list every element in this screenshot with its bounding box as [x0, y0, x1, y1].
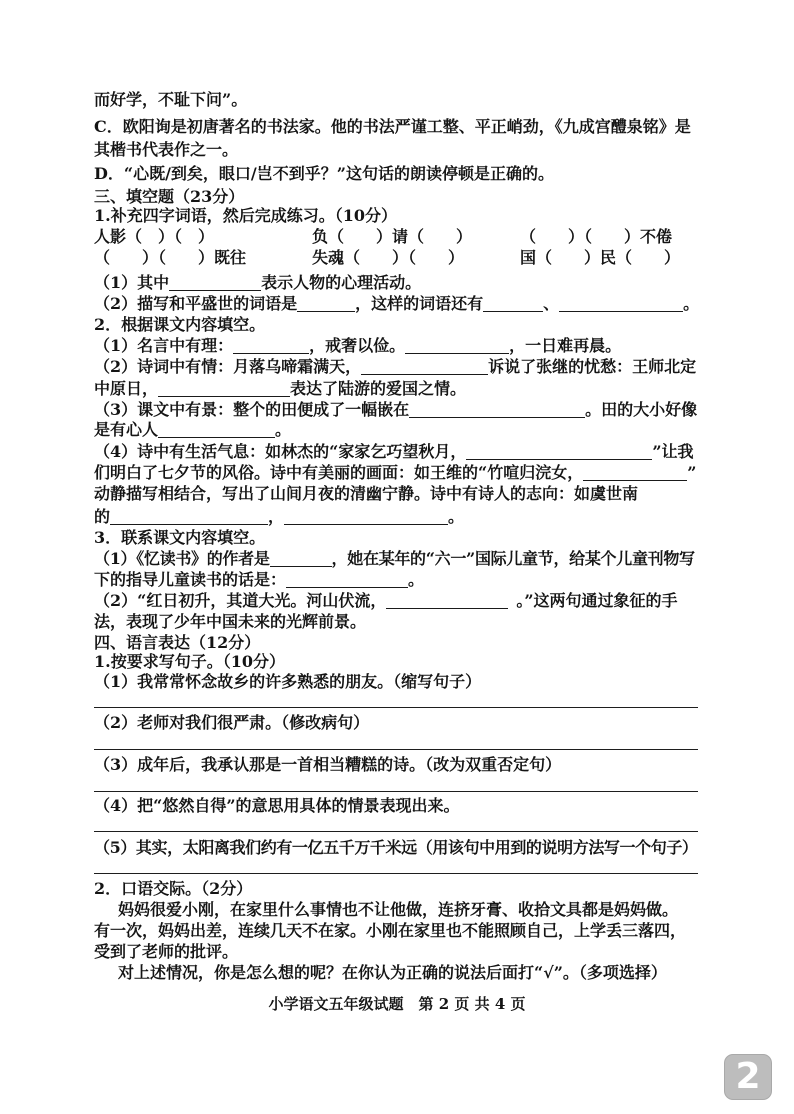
fill-in-line — [94, 336, 621, 356]
answer-blank — [169, 275, 261, 291]
question-text-line: 动静描写相结合，写出了山间月夜的清幽宁静。诗中有诗人的志向：如虞世南 — [94, 484, 639, 503]
idiom-item: 负（ ）请（ ） — [312, 227, 473, 246]
fill-in-line — [94, 442, 694, 462]
question-text: 、 — [543, 294, 560, 313]
rewrite-item: （1）我常常怀念故乡的许多熟悉的朋友。（缩写句子） — [94, 672, 482, 691]
page-footer: 小学语文五年级试题 第 2 页 共 4 页 — [268, 995, 526, 1013]
idiom-item: 国（ ）民（ ） — [520, 248, 681, 267]
section-4-heading: 四、语言表达（12分） — [94, 633, 261, 652]
sub-question-1 — [94, 273, 421, 293]
answer-blank — [466, 444, 652, 460]
idiom-item: 失魂（ ）（ ） — [312, 248, 465, 267]
answer-blank — [361, 359, 488, 375]
oral-communication-prompt: 2．口语交际。（2分） — [94, 879, 253, 898]
question-text: 的 — [94, 507, 111, 526]
fill-in-line — [94, 463, 696, 483]
answer-blank — [409, 402, 585, 418]
question-1-prompt: 1.补充四字词语，然后完成练习。（10分） — [94, 206, 397, 225]
answer-blank — [483, 296, 543, 312]
question-text-line: 法，表现了少年中国未来的光辉前景。 — [94, 612, 367, 631]
question-text: 。田的大小好像 — [585, 400, 698, 419]
scenario-text-line: 有一次，妈妈出差，连续几天不在家。小刚在家里也不能照顾自己，上学丢三落四， — [94, 921, 687, 940]
question-2-prompt: 2．根据课文内容填空。 — [94, 315, 266, 334]
question-text: 。 — [275, 420, 292, 439]
question-text: ， — [268, 507, 285, 526]
question-text: 表示人物的心理活动。 — [261, 273, 422, 292]
answer-blank — [286, 572, 408, 588]
question-text: 是有心人 — [94, 420, 159, 439]
answer-line — [94, 791, 698, 792]
question-3-prompt: 3．联系课文内容填空。 — [94, 528, 266, 547]
rewrite-item: （5）其实，太阳离我们约有一亿五千万千米远（用该句中用到的说明方法写一个句子） — [94, 838, 698, 857]
answer-blank — [270, 551, 332, 567]
question-text: 诉说了张继的忧愁：王师北定 — [488, 357, 697, 376]
fill-in-line — [94, 400, 697, 420]
rewrite-item: （4）把“悠然自得”的意思用具体的情景表现出来。 — [94, 796, 460, 815]
question-text: （1）《忆读书》的作者是 — [94, 549, 270, 568]
answer-blank — [386, 593, 508, 609]
question-text: 们明白了七夕节的风俗。诗中有美丽的画面：如王维的“竹喧归浣女， — [94, 463, 584, 482]
answer-blank — [559, 296, 683, 312]
page-number-badge: 2 — [724, 1054, 772, 1100]
fill-in-line — [94, 507, 464, 527]
fill-in-line — [94, 379, 466, 399]
question-text: ，这样的词语还有 — [355, 294, 484, 313]
scenario-text-line: 受到了老师的批评。 — [94, 942, 239, 961]
answer-line — [94, 873, 698, 874]
question-text: ” — [687, 463, 697, 482]
answer-blank — [233, 338, 309, 354]
fill-in-line — [94, 549, 695, 569]
question-text: （2）“红日初升，其道大光。河山伏流， — [94, 591, 387, 610]
question-text: ，戒奢以俭。 — [309, 336, 406, 355]
answer-blank — [158, 422, 275, 438]
answer-line — [94, 749, 698, 750]
answer-blank — [405, 338, 509, 354]
rewrite-item: （2）老师对我们很严肃。（修改病句） — [94, 713, 370, 732]
answer-blank — [158, 381, 290, 397]
question-text: 。 — [448, 507, 465, 526]
question-text: 。 — [408, 570, 425, 589]
sub-question-2 — [94, 294, 699, 314]
section-3-heading: 三、填空题（23分） — [94, 187, 245, 206]
fill-in-line — [94, 420, 291, 440]
question-text: ，一日难再晨。 — [509, 336, 622, 355]
question-text: （1）名言中有理： — [94, 336, 234, 355]
idiom-item: （ ）（ ）不倦 — [520, 227, 673, 246]
answer-blank — [583, 465, 687, 481]
question-text: （4）诗中有生活气息：如林杰的“家家乞巧望秋月， — [94, 442, 467, 461]
fill-in-line — [94, 357, 696, 377]
fill-in-line — [94, 570, 424, 590]
question-text: 下的指导儿童读书的话是： — [94, 570, 287, 589]
idiom-row-1 — [94, 227, 698, 247]
question-text: 。 — [683, 294, 700, 313]
question-text: （2）描写和平盛世的词语是 — [94, 294, 298, 313]
answer-line — [94, 831, 698, 832]
option-c-text: C．欧阳询是初唐著名的书法家。他的书法严谨工整、平正峭劲，《九成宫醴泉铭》是 — [94, 117, 691, 136]
question-text: （1）其中 — [94, 273, 170, 292]
fill-in-line — [94, 591, 678, 611]
question-text: 中原日， — [94, 379, 159, 398]
choice-instruction: 对上述情况，你是怎么想的呢？在你认为正确的说法后面打“√”。（多项选择） — [118, 963, 667, 982]
answer-line — [94, 707, 698, 708]
question-text: 表达了陆游的爱国之情。 — [290, 379, 467, 398]
question-text: 。”这两句通过象征的手 — [516, 591, 678, 610]
scenario-text-line: 妈妈很爱小刚，在家里什么事情也不让他做，连挤牙膏、收拾文具都是妈妈做。 — [118, 900, 679, 919]
continued-option-text: 而好学，不耻下问”。 — [94, 90, 248, 109]
answer-blank — [284, 509, 448, 525]
idiom-item: （ ）（ ）既往 — [94, 248, 247, 267]
question-text: ，她在某年的“六一”国际儿童节，给某个儿童刊物写 — [331, 549, 695, 568]
question-text: （2）诗词中有情：月落乌啼霜满天， — [94, 357, 362, 376]
idiom-row-2 — [94, 248, 698, 268]
option-d-text: D．“心既/到矣，眼口/岂不到乎？”这句话的朗读停顿是正确的。 — [94, 164, 554, 183]
answer-blank — [297, 296, 355, 312]
answer-blank — [110, 509, 268, 525]
rewrite-item: （3）成年后，我承认那是一首相当糟糕的诗。（改为双重否定句） — [94, 755, 562, 774]
rewrite-question-prompt: 1.按要求写句子。（10分） — [94, 652, 285, 671]
idiom-item: 人影（ ）（ ） — [94, 227, 215, 246]
question-text: （3）课文中有景：整个的田便成了一幅嵌在 — [94, 400, 410, 419]
option-c-text-continued: 其楷书代表作之一。 — [94, 140, 239, 159]
question-text: ”让我 — [652, 442, 694, 461]
